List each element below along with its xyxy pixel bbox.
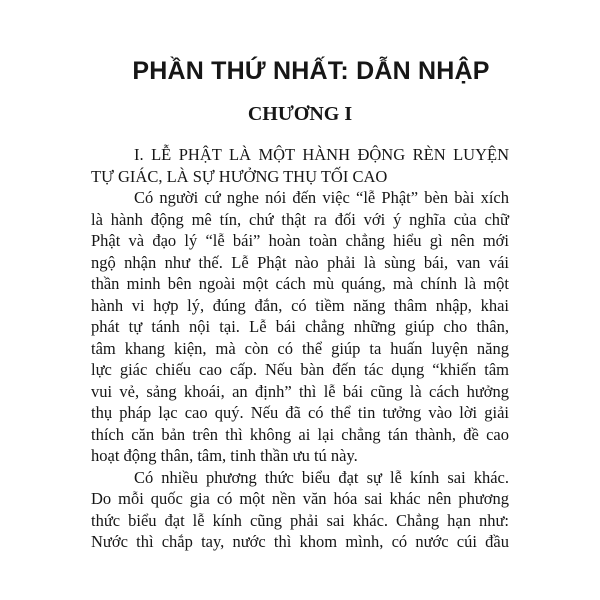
body-line: là hành động mê tín, chứ thật ra đối với ý nghĩa của chữ (91, 209, 509, 229)
body-line: ngộ nhận như thế. Lễ Phật nào phải là sùng bái, van vái (91, 252, 509, 272)
body-line: thần minh bên ngoài một cách mù quáng, mà chính là một (91, 274, 509, 293)
text-column (91, 144, 509, 553)
body-line: lực giác chiếu cao cấp. Nếu bàn đến tác dụng “khiến tâm (91, 360, 509, 379)
section-heading (91, 144, 509, 187)
body-line: thích căn bản trên thì không ai lại chẳng tán thành, đề cao (91, 424, 509, 444)
body-line: Có nhiều phương thức biểu đạt sự lễ kính sai khác. (134, 467, 509, 487)
body-line: thụ pháp lạc cao quý. Nếu đã có thể tin tưởng vào lời giải (91, 403, 509, 422)
body-line: Nước thì chắp tay, nước thì khom mình, có nước cúi đầu (91, 532, 509, 551)
body-paragraph (91, 467, 509, 553)
part-title: PHẦN THỨ NHẤT: DẪN NHẬP (132, 57, 490, 85)
body-line: hành vi hợp lý, đúng đắn, có tiềm năng thâm nhập, khai (91, 295, 509, 315)
section-heading-line: I. LỄ PHẬT LÀ MỘT HÀNH ĐỘNG RÈN LUYỆN (134, 145, 509, 164)
body-line: phát tự tánh nội tại. Lễ bái chẳng những giúp cho thân, (91, 317, 509, 336)
chapter-title: CHƯƠNG I (247, 103, 353, 125)
body-line: tâm khang kiện, mà còn có thể giúp ta huấn luyện năng (91, 338, 509, 358)
body-line: vui vẻ, sảng khoái, an định” thì lễ bái cũng là cách hưởng (91, 381, 509, 401)
body-line: Phật và đạo lý “lễ bái” hoàn toàn chẳng hiểu gì nên mới (91, 231, 509, 250)
body-line: Có người cứ nghe nói đến việc “lễ Phật” bèn bài xích (134, 188, 509, 207)
body-paragraph (91, 187, 509, 467)
body-line: Do mỗi quốc gia có một nền văn hóa sai khác nên phương (91, 489, 509, 508)
section-heading-line: TỰ GIÁC, LÀ SỰ HƯỞNG THỤ TỐI CAO (91, 166, 388, 186)
body-line: hoạt động thân, tâm, tinh thần ưu tú này. (91, 446, 358, 465)
body-line: thức biểu đạt lễ kính cũng phải sai khác. Chẳng hạn như: (91, 510, 509, 530)
